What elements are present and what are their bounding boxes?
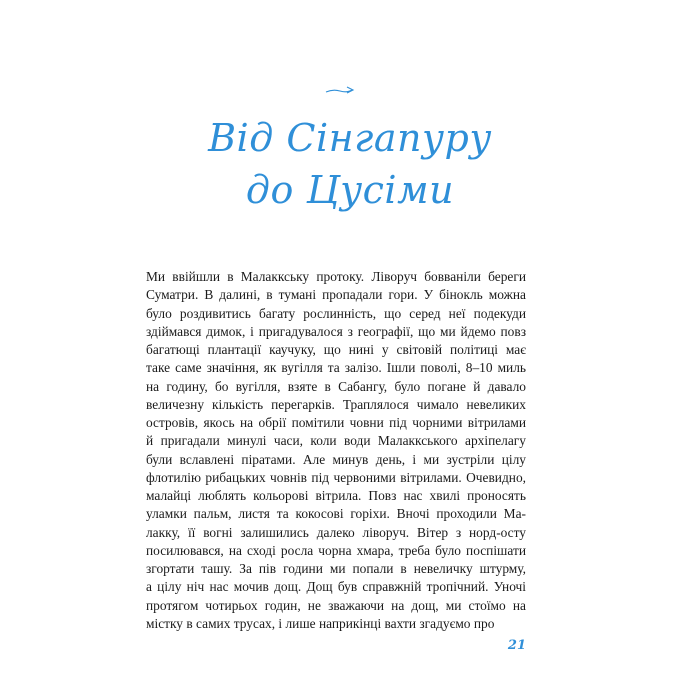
text-line: були вславлені піратами. Але минув день, і ми зустріли цілу	[146, 451, 526, 467]
text-line: величезну кількість перегарків. Траплялося чимало невеликих	[146, 396, 526, 412]
text-line: малайці люблять кольорові вітрила. Повз нас хвилі проносять	[146, 488, 526, 503]
text-line: багатющі плантації каучуку, що нині у світовій політиці має	[146, 342, 526, 357]
chapter-title-line-2: до Цусіми	[245, 168, 455, 212]
chapter-title-line-1: Від Сінгапуру	[208, 116, 492, 160]
text-line: Суматри. В далині, в тумані пропадали гори. У бінокль можна	[146, 287, 526, 303]
text-line: на годину, бо вугілля, взяте в Сабангу, було погане й давало	[146, 378, 526, 394]
text-line: містку в самих трусах, і лише наприкінці вахти згадуємо про	[146, 615, 495, 631]
text-line: протягом чотирьох годин, не зважаючи на дощ, ми стоїмо на	[146, 597, 526, 613]
chapter-title	[140, 112, 560, 216]
page-number: 21	[507, 638, 526, 653]
text-line: посилювався, на сході росла чорна хмара, треба було поспішати	[146, 542, 526, 558]
text-line: таке саме значіння, як вугілля та залізо. Ішли поволі, 8–10 миль	[146, 360, 526, 376]
text-line: флотилію рибацьких човнів під червоними вітрилами. Очевидно,	[146, 469, 526, 485]
text-line: лакку, її вогні залишились далеко ліворуч. Вітер з норд-осту	[146, 524, 526, 540]
text-line: островів, якось на обрії помітили човни під чорними вітрилами	[146, 415, 526, 430]
text-line: Ми ввійшли в Малаккську протоку. Ліворуч бовваніли береги	[146, 269, 526, 284]
body-paragraph	[146, 268, 526, 633]
text-line: здіймався димок, і пригадувалося з географії, що ми йдемо повз	[146, 323, 526, 339]
arrow-ornament-icon	[325, 84, 355, 98]
text-line: було роздивитись багату рослинність, що серед неї подекуди	[146, 305, 526, 321]
text-line: згортати ташу. За пів години ми попали в невеличку штурму,	[146, 561, 526, 576]
text-line: а цілу ніч нас мочив дощ. Дощ був справжній тропічний. Уночі	[146, 579, 526, 595]
text-line: й пригадали минулі часи, коли води Малаккського архіпелагу	[146, 433, 526, 449]
text-line: уламки пальм, листя та кокосові горіхи. Вночі проходили Ма-	[146, 506, 526, 522]
